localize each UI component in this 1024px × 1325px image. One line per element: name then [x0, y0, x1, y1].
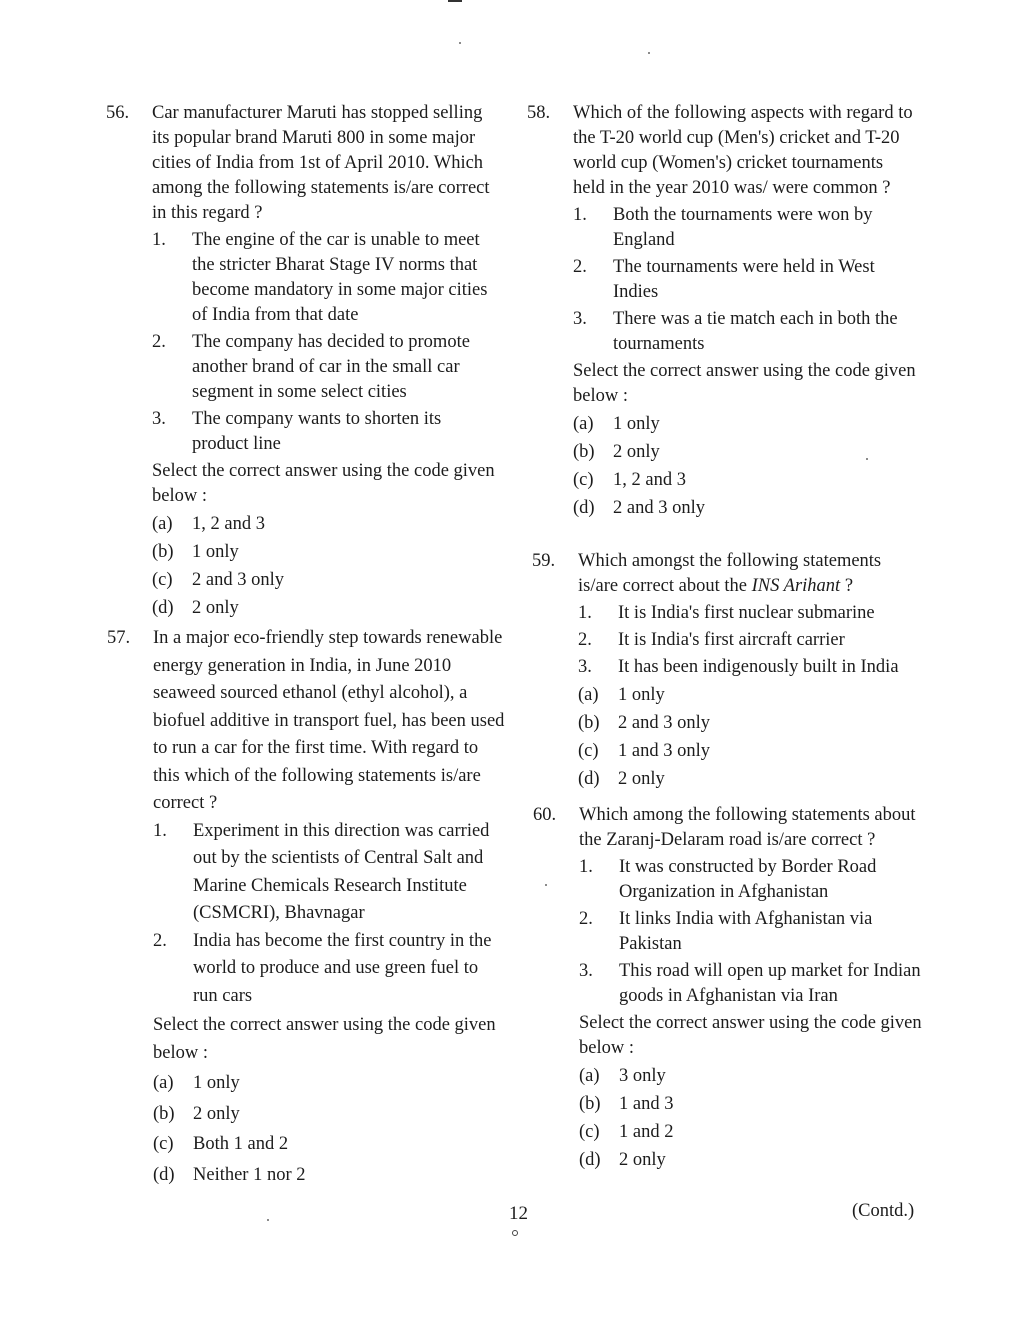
statement-text: India has become the first country in the world to produce and use green fuel to run cars	[193, 930, 492, 1006]
option-text: 2 only	[613, 442, 660, 462]
question-57	[107, 625, 505, 1189]
option-text: 1 only	[192, 542, 239, 562]
answer-option	[533, 1092, 923, 1117]
answer-option	[527, 440, 919, 465]
question-stem	[107, 625, 505, 818]
statement-number: 2.	[578, 630, 592, 650]
option-label: (a)	[578, 685, 599, 705]
option-text: 1 and 2	[619, 1122, 674, 1142]
question-number: 60.	[533, 805, 557, 825]
statement-text: It is India's first aircraft carrier	[618, 630, 845, 650]
question-58	[527, 101, 919, 521]
question-text: Car manufacturer Maruti has stopped selling its popular brand Maruti 800 in some major cities of India from 1st of April 2010. Which among the following statements is/are correct in this regard ?	[152, 103, 490, 223]
statement-item	[107, 928, 505, 1011]
option-text: 1, 2 and 3	[613, 470, 686, 490]
option-label: (d)	[152, 598, 174, 618]
answer-option	[106, 596, 500, 621]
statement-item	[106, 330, 500, 405]
question-text: In a major eco-friendly step towards renewable energy generation in India, in June 2010 seaweed sourced ethanol (ethyl alcohol), a biofuel additive in transport fuel, has been used to run a car for the first time. With regard to this which of the following statements is/are correct ?	[153, 628, 505, 813]
statement-number: 2.	[573, 257, 587, 277]
option-text: 1 only	[618, 685, 665, 705]
statement-item	[533, 959, 923, 1009]
option-label: (c)	[153, 1134, 174, 1154]
option-label: (d)	[578, 769, 600, 789]
statement-number: 1.	[573, 205, 587, 225]
statement-number: 1.	[153, 820, 167, 841]
answer-instruction: Select the correct answer using the code given below :	[152, 461, 495, 506]
answer-instruction: Select the correct answer using the code given below :	[153, 1015, 496, 1063]
answer-option	[106, 568, 500, 593]
answer-option	[532, 767, 922, 792]
option-text: 2 only	[193, 1103, 240, 1124]
statement-text: The tournaments were held in West Indies	[613, 257, 875, 302]
statement-item	[107, 818, 505, 928]
question-60	[533, 803, 923, 1173]
statement-item	[533, 907, 923, 957]
question-stem	[527, 101, 919, 201]
answer-option	[533, 1064, 923, 1089]
option-label: (a)	[153, 1073, 174, 1093]
question-number: 58.	[527, 103, 551, 123]
answer-option	[106, 540, 500, 565]
answer-option	[533, 1148, 923, 1173]
option-label: (b)	[152, 542, 174, 562]
option-text: 2 only	[619, 1150, 666, 1170]
question-text: Which of the following aspects with regard to the T-20 world cup (Men's) cricket and T-20 world cup (Women's) cricket tournaments held in the year 2010 was/ were common ?	[573, 103, 913, 198]
option-text: 1 and 3 only	[618, 741, 710, 761]
option-text: Both 1 and 2	[193, 1134, 289, 1154]
answer-instruction: Select the correct answer using the code given below :	[573, 361, 916, 406]
statement-text: The company wants to shorten its product line	[192, 409, 442, 454]
statement-text: Both the tournaments were won by England	[613, 205, 873, 250]
question-stem	[533, 803, 923, 853]
speck	[267, 1219, 269, 1221]
option-text: 1 only	[613, 414, 660, 434]
statement-text: It links India with Afghanistan via Pakistan	[619, 909, 873, 954]
answer-option	[533, 1120, 923, 1145]
option-label: (c)	[578, 741, 599, 761]
option-text: 2 and 3 only	[192, 570, 284, 590]
question-text: Which among the following statements about the Zaranj-Delaram road is/are correct ?	[579, 805, 916, 850]
answer-option	[106, 512, 500, 537]
statement-number: 3.	[152, 409, 166, 429]
question-stem	[532, 549, 922, 599]
statement-number: 1.	[578, 603, 592, 623]
option-label: (d)	[579, 1150, 601, 1170]
question-stem	[106, 101, 500, 226]
option-text: Neither 1 nor 2	[193, 1164, 306, 1185]
option-text: 1 only	[193, 1073, 240, 1093]
answer-option	[527, 496, 919, 521]
question-56	[106, 101, 500, 621]
statement-number: 3.	[579, 961, 593, 981]
option-label: (a)	[152, 514, 173, 534]
answer-option	[527, 412, 919, 437]
option-text: 3 only	[619, 1066, 666, 1086]
statement-item	[532, 601, 922, 626]
statement-item	[532, 628, 922, 653]
answer-option	[532, 711, 922, 736]
statement-text: There was a tie match each in both the tournaments	[613, 309, 898, 354]
speck	[648, 52, 650, 54]
statement-item	[527, 203, 919, 253]
statement-number: 3.	[573, 309, 587, 329]
option-label: (a)	[573, 414, 594, 434]
answer-option	[107, 1162, 505, 1190]
option-text: 1 and 3	[619, 1094, 674, 1114]
answer-instruction: Select the correct answer using the code given below :	[579, 1013, 922, 1058]
statement-number: 1.	[579, 857, 593, 877]
option-text: 2 and 3 only	[618, 713, 710, 733]
statement-text: The engine of the car is unable to meet the stricter Bharat Stage IV norms that become mandatory in some major cities of India from that date	[192, 230, 488, 325]
option-label: (c)	[573, 470, 594, 490]
answer-option	[107, 1101, 505, 1129]
statement-item	[106, 228, 500, 328]
top-edge-mark	[448, 0, 462, 2]
statement-number: 2.	[153, 930, 167, 951]
option-label: (d)	[153, 1164, 175, 1185]
answer-option	[107, 1131, 505, 1159]
statement-text: Experiment in this direction was carried out by the scientists of Central Salt and Marine Chemicals Research Institute (CSMCRI), Bhavnagar	[193, 820, 490, 923]
statement-number: 2.	[579, 909, 593, 929]
option-label: (b)	[573, 442, 595, 462]
option-label: (a)	[579, 1066, 600, 1086]
answer-option	[107, 1070, 505, 1098]
answer-option	[532, 739, 922, 764]
statement-item	[533, 855, 923, 905]
question-text-end: ?	[840, 576, 854, 596]
option-text: 2 only	[618, 769, 665, 789]
answer-option	[527, 468, 919, 493]
statement-text: This road will open up market for Indian goods in Afghanistan via Iran	[619, 961, 921, 1006]
continued-note: (Contd.)	[852, 1201, 915, 1221]
question-number: 57.	[107, 628, 131, 648]
option-label: (d)	[573, 498, 595, 518]
page-number: 12	[509, 1203, 528, 1224]
speck	[459, 42, 461, 44]
statement-number: 2.	[152, 332, 166, 352]
question-text: Which amongst the following statements is/are correct about the	[578, 551, 882, 596]
option-label: (c)	[579, 1122, 600, 1142]
option-label: (b)	[579, 1094, 601, 1114]
option-text: 2 only	[192, 598, 239, 618]
statement-item	[532, 655, 922, 680]
option-text: 2 and 3 only	[613, 498, 705, 518]
statement-item	[527, 307, 919, 357]
question-number: 59.	[532, 551, 556, 571]
statement-text: It was constructed by Border Road Organization in Afghanistan	[619, 857, 877, 902]
question-number: 56.	[106, 103, 130, 123]
option-label: (b)	[578, 713, 600, 733]
option-label: (c)	[152, 570, 173, 590]
small-circle-mark	[512, 1230, 518, 1236]
option-text: 1, 2 and 3	[192, 514, 265, 534]
statement-text: The company has decided to promote another brand of car in the small car segment in some select cities	[192, 332, 470, 402]
vessel-name: INS Arihant	[751, 576, 841, 596]
statement-number: 3.	[578, 657, 592, 677]
option-label: (b)	[153, 1103, 175, 1124]
question-59	[532, 549, 922, 792]
statement-item	[527, 255, 919, 305]
statement-text: It is India's first nuclear submarine	[618, 603, 875, 623]
statement-number: 1.	[152, 230, 166, 250]
statement-item	[106, 407, 500, 457]
statement-text: It has been indigenously built in India	[618, 657, 899, 677]
answer-option	[532, 683, 922, 708]
